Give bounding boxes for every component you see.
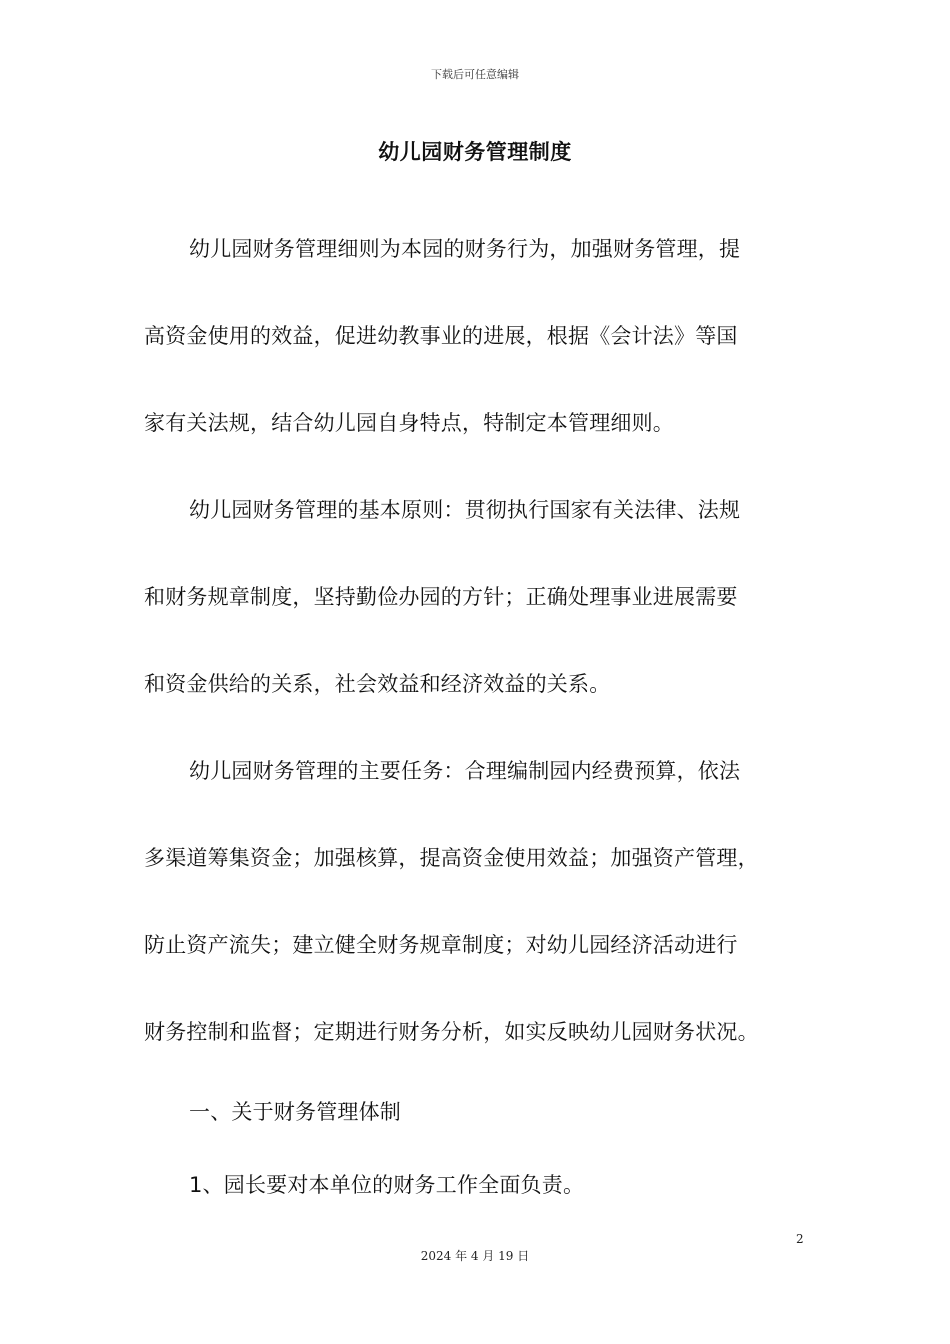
document-body (144, 206, 824, 1222)
body-line: 财务控制和监督；定期进行财务分析，如实反映幼儿园财务状况。 (144, 1020, 759, 1044)
body-line: 幼儿园财务管理的基本原则：贯彻执行国家有关法律、法规 (189, 498, 741, 522)
body-line: 和资金供给的关系，社会效益和经济效益的关系。 (144, 672, 611, 696)
section-heading: 一、关于财务管理体制 (189, 1100, 401, 1124)
header-note: 下载后可任意编辑 (431, 68, 519, 81)
document-title: 幼儿园财务管理制度 (378, 140, 572, 164)
page-number: 2 (796, 1232, 804, 1246)
body-line: 幼儿园财务管理细则为本园的财务行为，加强财务管理，提 (189, 237, 741, 261)
body-line: 和财务规章制度，坚持勤俭办园的方针；正确处理事业进展需要 (144, 585, 738, 609)
body-line: 防止资产流失；建立健全财务规章制度；对幼儿园经济活动进行 (144, 933, 738, 957)
body-line: 幼儿园财务管理的主要任务：合理编制园内经费预算，依法 (189, 759, 741, 783)
footer-date: 2024 年 4 月 19 日 (420, 1249, 530, 1263)
body-line: 多渠道筹集资金；加强核算，提高资金使用效益；加强资产管理， (144, 846, 759, 870)
body-line: 家有关法规，结合幼儿园自身特点，特制定本管理细则。 (144, 411, 674, 435)
body-line: 高资金使用的效益，促进幼教事业的进展，根据《会计法》等国 (144, 324, 738, 348)
body-line: 1、园长要对本单位的财务工作全面负责。 (189, 1173, 585, 1197)
